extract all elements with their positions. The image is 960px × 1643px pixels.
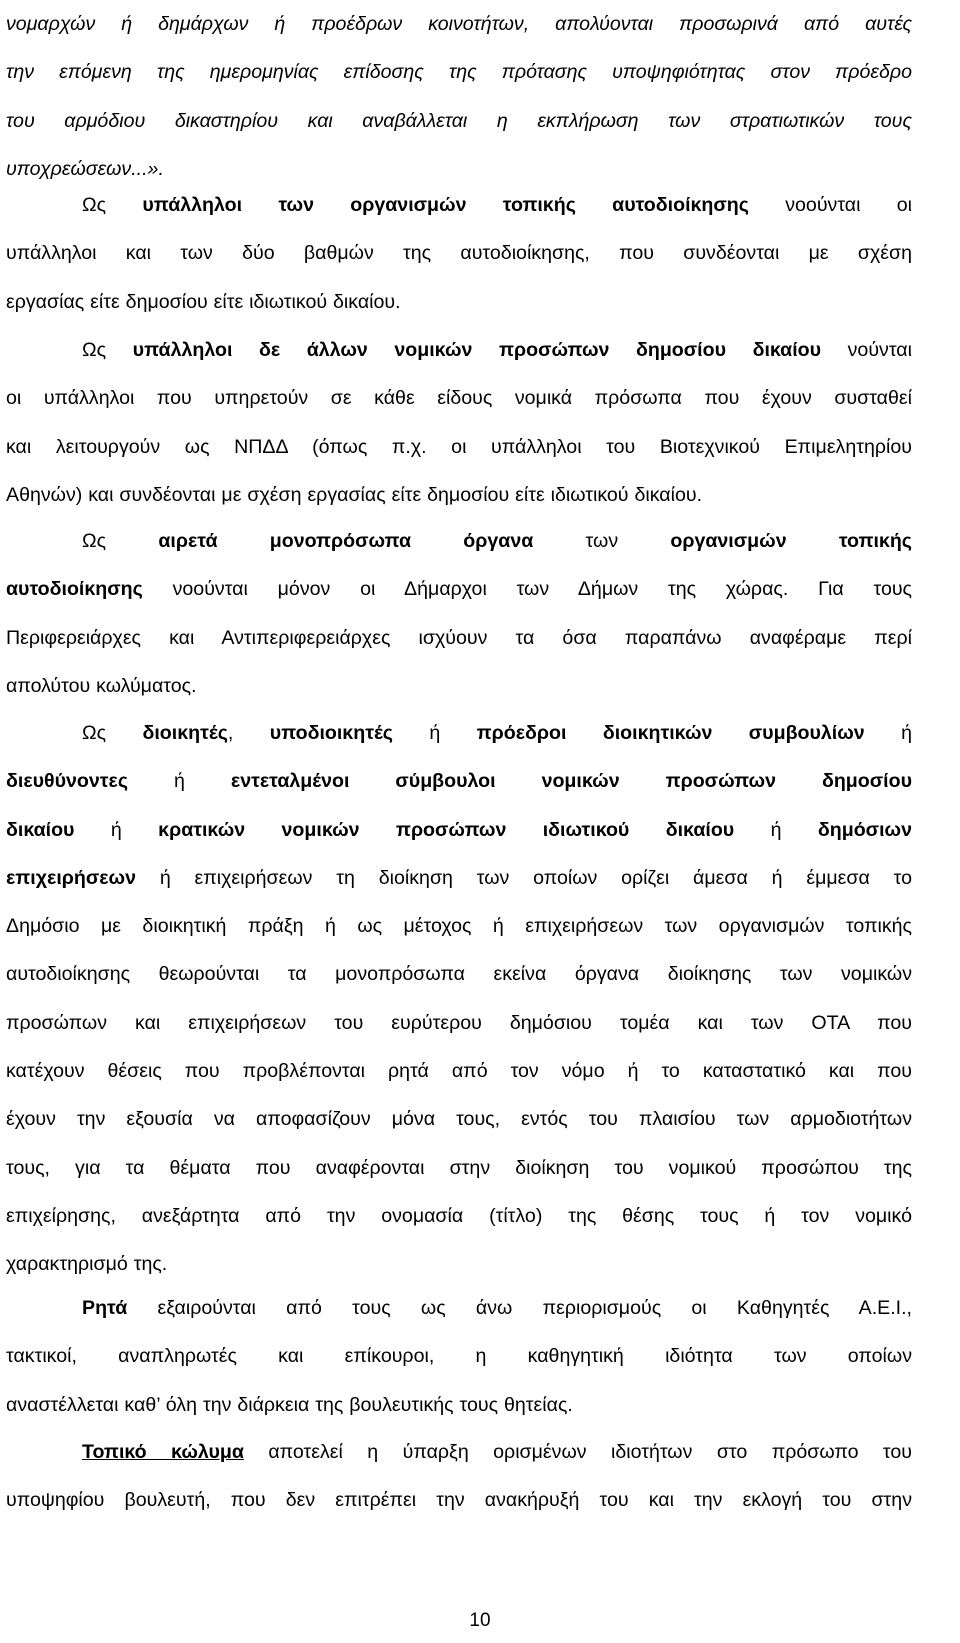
bold-term: οργανισμών τοπικής	[670, 530, 912, 552]
text-line: και λειτουργούν ως ΝΠΔΔ (όπως π.χ. οι υπάλληλοι του Βιοτεχνικού Επιμελητηρίου	[6, 435, 912, 458]
bold-underlined-term	[82, 1441, 244, 1463]
text-line: αυτοδιοίκησης θεωρούνται τα μονοπρόσωπα εκείνα όργανα διοίκησης των νομικών	[6, 963, 912, 986]
paragraph-local-impediment	[6, 1428, 912, 1525]
text-line: Περιφερειάρχες και Αντιπεριφερειάρχες ισχύουν τα όσα παραπάνω αναφέραμε περί	[6, 626, 912, 649]
bold-term: επιχειρήσεων	[6, 866, 137, 889]
text-line: Αθηνών) και συνδέονται με σχέση εργασίας είτε δημοσίου είτε ιδιωτικού δικαίου.	[6, 483, 703, 506]
text-line: απολύτου κωλύματος.	[6, 674, 197, 697]
text-line	[6, 517, 912, 565]
text-run: ή	[74, 818, 159, 841]
bold-term: πρόεδροι διοικητικών συμβουλίων	[476, 722, 865, 744]
bold-term: διοικητές	[142, 722, 228, 744]
bold-term: κρατικών νομικών προσώπων ιδιωτικού δικαίου	[158, 818, 735, 841]
text-line: υποχρεώσεων...».	[6, 157, 164, 180]
bold-term: υπάλληλοι δε άλλων νομικών προσώπων δημοσίου δικαίου	[132, 339, 822, 361]
bold-term: υπάλληλοι των οργανισμών τοπικής αυτοδιοίκησης	[142, 194, 749, 216]
bold-term: αυτοδιοίκησης	[6, 578, 143, 601]
paragraph-quote-continuation	[6, 0, 912, 193]
text-line: οι υπάλληλοι που υπηρετούν σε κάθε είδους νομικά πρόσωπα που έχουν συσταθεί	[6, 387, 912, 410]
underlined-term: Τοπικό κώλυμα	[82, 1441, 244, 1463]
text-line	[6, 806, 912, 854]
text-line: προσώπων και επιχειρήσεων του ευρύτερου δημόσιου τομέα και των ΟΤΑ που	[6, 1011, 912, 1034]
text-line: την επόμενη της ημερομηνίας επίδοσης της πρότασης υποψηφιότητας στον πρόεδρο	[6, 61, 912, 84]
text-run: ,	[227, 722, 270, 744]
text-line	[6, 326, 912, 374]
bold-term: Ρητά	[82, 1297, 128, 1319]
text-line: υπάλληλοι και των δύο βαθμών της αυτοδιοίκησης, που συνδέονται με σχέση	[6, 242, 912, 265]
text-run: αποτελεί η ύπαρξη ορισμένων ιδιοτήτων στο πρόσωπο του	[243, 1441, 912, 1463]
text-line: εργασίας είτε δημοσίου είτε ιδιωτικού δικαίου.	[6, 290, 401, 313]
text-line: του αρμόδιου δικαστηρίου και αναβάλλεται η εκπλήρωση των στρατιωτικών τους	[6, 109, 912, 132]
text-line	[6, 757, 912, 805]
text-run: ή επιχειρήσεων τη διοίκηση των οποίων ορίζει άμεσα ή έμμεσα το	[136, 866, 912, 889]
text-line: τους, για τα θέματα που αναφέρονται στην διοίκηση του νομικού προσώπου της	[6, 1156, 912, 1179]
text-line: τακτικοί, αναπληρωτές και επίκουροι, η καθηγητική ιδιότητα των οποίων	[6, 1345, 912, 1368]
text-line	[6, 709, 912, 757]
text-run: εξαιρούνται από τους ως άνω περιορισμούς οι Καθηγητές Α.Ε.Ι.,	[127, 1297, 912, 1319]
text-run: ή	[734, 818, 818, 841]
text-line	[6, 1284, 912, 1332]
text-run: Ως	[82, 722, 143, 744]
bold-term: αιρετά μονοπρόσωπα όργανα	[158, 530, 534, 552]
text-line: έχουν την εξουσία να αποφασίζουν μόνα τους, εντός του πλαισίου των αρμοδιοτήτων	[6, 1108, 912, 1131]
text-run: νοούνται οι	[748, 194, 912, 216]
text-line: νομαρχών ή δημάρχων ή προέδρων κοινοτήτων, απολύονται προσωρινά από αυτές	[6, 13, 912, 35]
text-line: υποψηφίου βουλευτή, που δεν επιτρέπει την ανακήρυξή του και την εκλογή του στην	[6, 1489, 912, 1512]
bold-term: διευθύνοντες	[6, 770, 129, 793]
bold-term: δικαίου	[6, 818, 75, 841]
bold-term: υποδιοικητές	[269, 722, 393, 744]
text-run: ή	[128, 770, 231, 793]
paragraph-professors-exception	[6, 1284, 912, 1429]
text-line	[6, 854, 912, 902]
bold-term: εντεταλμένοι σύμβουλοι νομικών προσώπων δημοσίου	[230, 770, 912, 793]
text-line	[6, 181, 912, 229]
text-run: Ως	[82, 194, 143, 216]
text-line	[6, 1428, 912, 1476]
text-run: νοούνται μόνον οι Δήμαρχοι των Δήμων της χώρας. Για τους	[142, 578, 912, 601]
paragraph-administrators	[6, 709, 912, 1289]
text-line: αναστέλλεται καθ’ όλη την διάρκεια της βουλευτικής τους θητείας.	[6, 1393, 573, 1416]
text-line	[6, 565, 912, 613]
text-run: ή	[392, 722, 477, 744]
text-run: Ως	[82, 530, 159, 552]
paragraph-public-law-entity-employees	[6, 326, 912, 519]
text-run: Ως	[82, 339, 133, 361]
text-line: κατέχουν θέσεις που προβλέπονται ρητά από τον νόμο ή το καταστατικό και που	[6, 1060, 912, 1083]
text-run: νούνται	[821, 339, 912, 361]
page-number: 10	[469, 1610, 491, 1631]
text-line: επιχείρησης, ανεξάρτητα από την ονομασία (τίτλο) της θέσης τους ή τον νομικό	[6, 1204, 912, 1227]
paragraph-local-government-employees	[6, 181, 912, 326]
text-run: ή	[864, 722, 912, 744]
paragraph-elected-single-person-bodies	[6, 517, 912, 710]
text-line: Δημόσιο με διοικητική πράξη ή ως μέτοχος ή επιχειρήσεων των οργανισμών τοπικής	[6, 915, 912, 938]
bold-term: δημόσιων	[817, 818, 912, 841]
text-line: χαρακτηρισμό της.	[6, 1253, 168, 1276]
text-run: των	[533, 530, 671, 552]
